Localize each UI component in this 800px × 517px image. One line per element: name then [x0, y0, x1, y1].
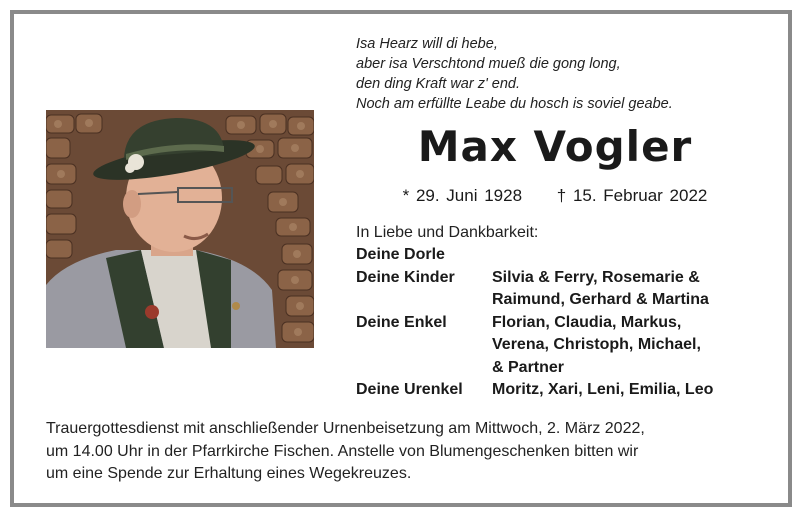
deceased-name: Max Vogler [417, 122, 693, 171]
relation-label: Deine Dorle [356, 246, 445, 263]
relation-label: Deine Urenkel [356, 381, 463, 398]
relation-names [488, 267, 717, 312]
names-line: Raimund, Gerhard & Martina [492, 291, 709, 308]
list-item [352, 244, 717, 267]
poem-line: aber isa Verschtond mueß die gong long, [356, 56, 621, 72]
list-item [352, 312, 717, 380]
list-item [352, 379, 717, 402]
mourners-intro: In Liebe und Dankbarkeit: [356, 224, 539, 241]
service-notice [46, 418, 776, 486]
service-line: um eine Spende zur Erhaltung eines Wegekreuzes. [46, 465, 412, 482]
relation-names [488, 379, 717, 402]
poem-line: Isa Hearz will di hebe, [356, 36, 498, 52]
portrait-photo [46, 110, 314, 348]
life-dates [330, 186, 780, 206]
mourners-list [352, 244, 717, 402]
relation-label: Deine Enkel [356, 313, 447, 331]
service-line: um 14.00 Uhr in der Pfarrkirche Fischen. Anstelle von Blumengeschenken bitten wir [46, 442, 639, 460]
names-line: Moritz, Xari, Leni, Emilia, Leo [492, 381, 714, 398]
relation-names [488, 244, 717, 267]
relation-label: Deine Kinder [356, 268, 455, 286]
names-line: Florian, Claudia, Markus, [492, 313, 682, 331]
names-line: Silvia & Ferry, Rosemarie & [492, 268, 700, 286]
names-line: Verena, Christoph, Michael, [492, 336, 701, 353]
poem-line: den ding Kraft war z' end. [356, 76, 520, 92]
relation-names [488, 312, 717, 380]
death-date: † 15. Februar 2022 [556, 186, 708, 205]
poem [356, 34, 776, 114]
service-line: Trauergottesdienst mit anschließender Urnenbeisetzung am Mittwoch, 2. März 2022, [46, 420, 645, 437]
names-line: & Partner [492, 358, 565, 376]
poem-line: Noch am erfüllte Leabe du hosch is soviel geabe. [356, 96, 673, 112]
list-item [352, 267, 717, 312]
birth-date: * 29. Juni 1928 [402, 186, 523, 205]
